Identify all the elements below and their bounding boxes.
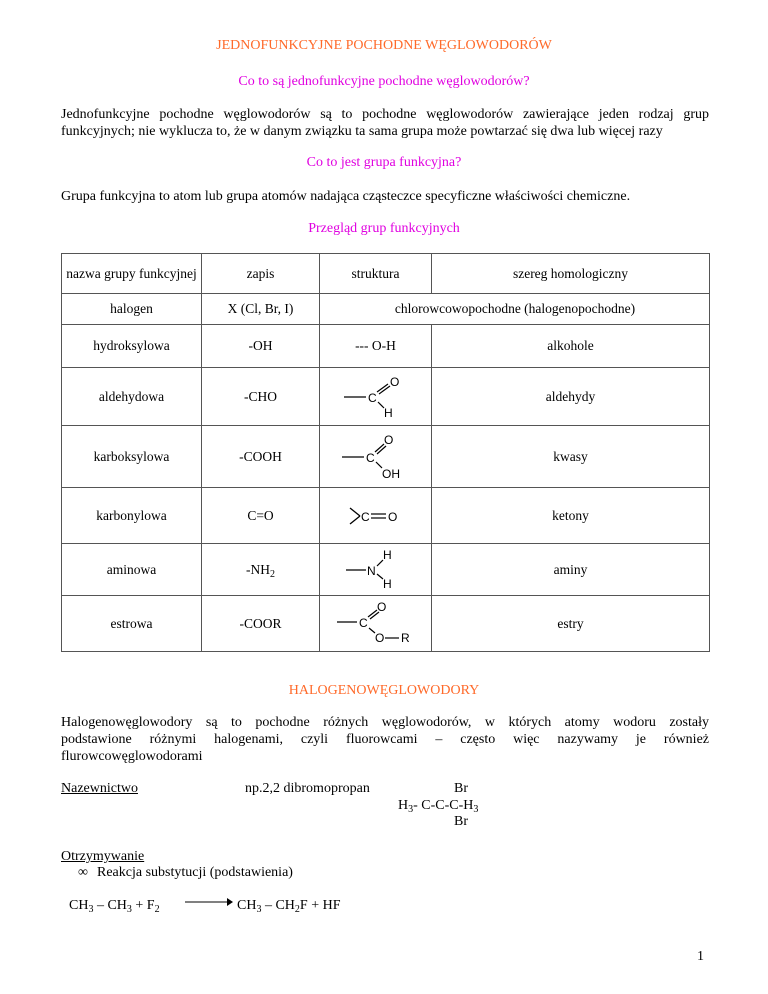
table-row	[62, 596, 710, 652]
table-row	[62, 426, 710, 488]
cell-series-text: chlorowcowopochodne (halogenopochodne)	[394, 301, 636, 316]
carbonyl-structure-drawing	[320, 488, 432, 544]
cell-name: karboksylowa	[62, 426, 202, 488]
cell-notation: -CHO	[202, 368, 320, 426]
reaction-type: Reakcja substytucji (podstawienia)	[97, 865, 293, 880]
svg-text:O: O	[383, 432, 393, 447]
cell-notation: C=O	[202, 488, 320, 544]
cell-series: aminy	[432, 544, 710, 596]
nomenclature-example: np.2,2 dibromopropan	[245, 781, 370, 796]
reaction-part: – CH	[261, 898, 295, 913]
header-structure: struktura	[320, 254, 432, 294]
document-title: JEDNOFUNKCYJNE POCHODNE WĘGLOWODORÓW	[216, 38, 552, 53]
cell-name: halogen	[62, 294, 202, 325]
cell-name: hydroksylowa	[62, 325, 202, 368]
svg-text:C: C	[358, 615, 368, 630]
header-name: nazwa grupy funkcyjnej	[62, 254, 202, 294]
page-number: 1	[697, 949, 704, 964]
cell-name: aldehydowa	[62, 368, 202, 426]
formula-part: - C-C-C-H	[413, 798, 474, 813]
reaction-left-side	[69, 897, 160, 914]
svg-text:N: N	[366, 563, 376, 578]
paragraph-halogen-line-3: flurowcowęglowodorami	[61, 749, 203, 764]
svg-text:O: O	[376, 600, 386, 614]
svg-text:H: H	[382, 547, 392, 562]
formula-main	[398, 797, 478, 814]
cell-notation: -COOH	[202, 426, 320, 488]
table-header-row	[62, 254, 710, 294]
amine-structure-drawing	[320, 544, 432, 596]
table-title: Przegląd grup funkcyjnych	[308, 221, 460, 236]
header-series: szereg homologiczny	[432, 254, 710, 294]
formula-top-br: Br	[454, 781, 468, 796]
reaction-subscript: 3	[256, 904, 262, 915]
svg-text:O: O	[374, 630, 384, 645]
bullet-glyph: ∞	[78, 865, 88, 880]
nomenclature-label: Nazewnictwo	[61, 781, 138, 796]
svg-text:H: H	[383, 405, 393, 420]
formula-subscript: 3	[408, 804, 414, 815]
header-notation: zapis	[202, 254, 320, 294]
reaction-part: + F	[131, 898, 155, 913]
question-heading-2: Co to jest grupa funkcyjna?	[306, 155, 462, 170]
question-heading-1: Co to są jednofunkcyjne pochodne węglowodorów?	[238, 74, 530, 89]
formula-subscript: 3	[473, 804, 479, 815]
table-row	[62, 325, 710, 368]
paragraph-definition: Jednofunkcyjne pochodne węglowodorów są to pochodne węglowodorów zawierające jeden rodzaj grup funkcyjnych; nie wyklucza to, że w danym związku ta sama grupa może powtarzać się dwa lub więcej razy	[61, 107, 709, 139]
svg-text:R: R	[400, 630, 410, 645]
reaction-subscript: 3	[126, 904, 132, 915]
reaction-part: – CH	[93, 898, 127, 913]
reaction-part: F + HF	[299, 898, 341, 913]
paragraph-halogen-line-1: Halogenowęglowodory są to pochodne różnych węglowodorów, w których atomy wodoru zostały	[61, 715, 709, 730]
svg-text:C: C	[365, 450, 375, 465]
cell-name: aminowa	[62, 544, 202, 596]
cell-series: aldehydy	[432, 368, 710, 426]
table-row	[62, 488, 710, 544]
notation-subscript: 2	[270, 568, 275, 580]
cell-notation: X (Cl, Br, I)	[202, 294, 320, 325]
reaction-subscript: 3	[88, 904, 94, 915]
carboxyl-structure-drawing	[320, 426, 432, 488]
cell-structure: --- O-H	[320, 325, 432, 368]
cell-series	[320, 294, 710, 325]
formula-part: H	[398, 798, 409, 813]
cell-notation: -COOR	[202, 596, 320, 652]
cell-notation	[202, 544, 320, 596]
reaction-part: CH	[69, 898, 89, 913]
cell-name: karbonylowa	[62, 488, 202, 544]
svg-text:O: O	[387, 509, 397, 524]
ester-structure-drawing	[320, 596, 432, 652]
reaction-arrow-icon	[185, 896, 233, 910]
paragraph-halogen-line-2: podstawione różnymi halogenami, czyli fluorowcami – często więc nazywamy je również	[61, 732, 709, 747]
svg-text:C: C	[367, 390, 377, 405]
cell-series: ketony	[432, 488, 710, 544]
svg-text:C: C	[360, 509, 370, 524]
cell-series: alkohole	[432, 325, 710, 368]
table-row	[62, 294, 710, 325]
section-title-halogen: HALOGENOWĘGLOWODORY	[288, 683, 480, 698]
reaction-right-side	[237, 897, 340, 914]
reaction-part: CH	[237, 898, 257, 913]
functional-groups-table	[61, 253, 710, 652]
table-row	[62, 368, 710, 426]
cell-series: kwasy	[432, 426, 710, 488]
cell-series: estry	[432, 596, 710, 652]
formula-bottom-br: Br	[454, 814, 468, 829]
svg-text:OH: OH	[381, 466, 400, 481]
notation-text: -NH	[246, 561, 270, 577]
obtaining-label: Otrzymywanie	[61, 849, 145, 864]
reaction-subscript: 2	[294, 904, 300, 915]
paragraph-functional-group: Grupa funkcyjna to atom lub grupa atomów nadająca cząsteczce specyficzne właściwości chemiczne.	[61, 189, 631, 204]
cell-notation: -OH	[202, 325, 320, 368]
svg-text:H: H	[382, 576, 392, 591]
cell-name: estrowa	[62, 596, 202, 652]
svg-text:O: O	[389, 374, 399, 389]
aldehyde-structure-drawing	[320, 368, 432, 426]
reaction-subscript: 2	[154, 904, 160, 915]
table-row	[62, 544, 710, 596]
